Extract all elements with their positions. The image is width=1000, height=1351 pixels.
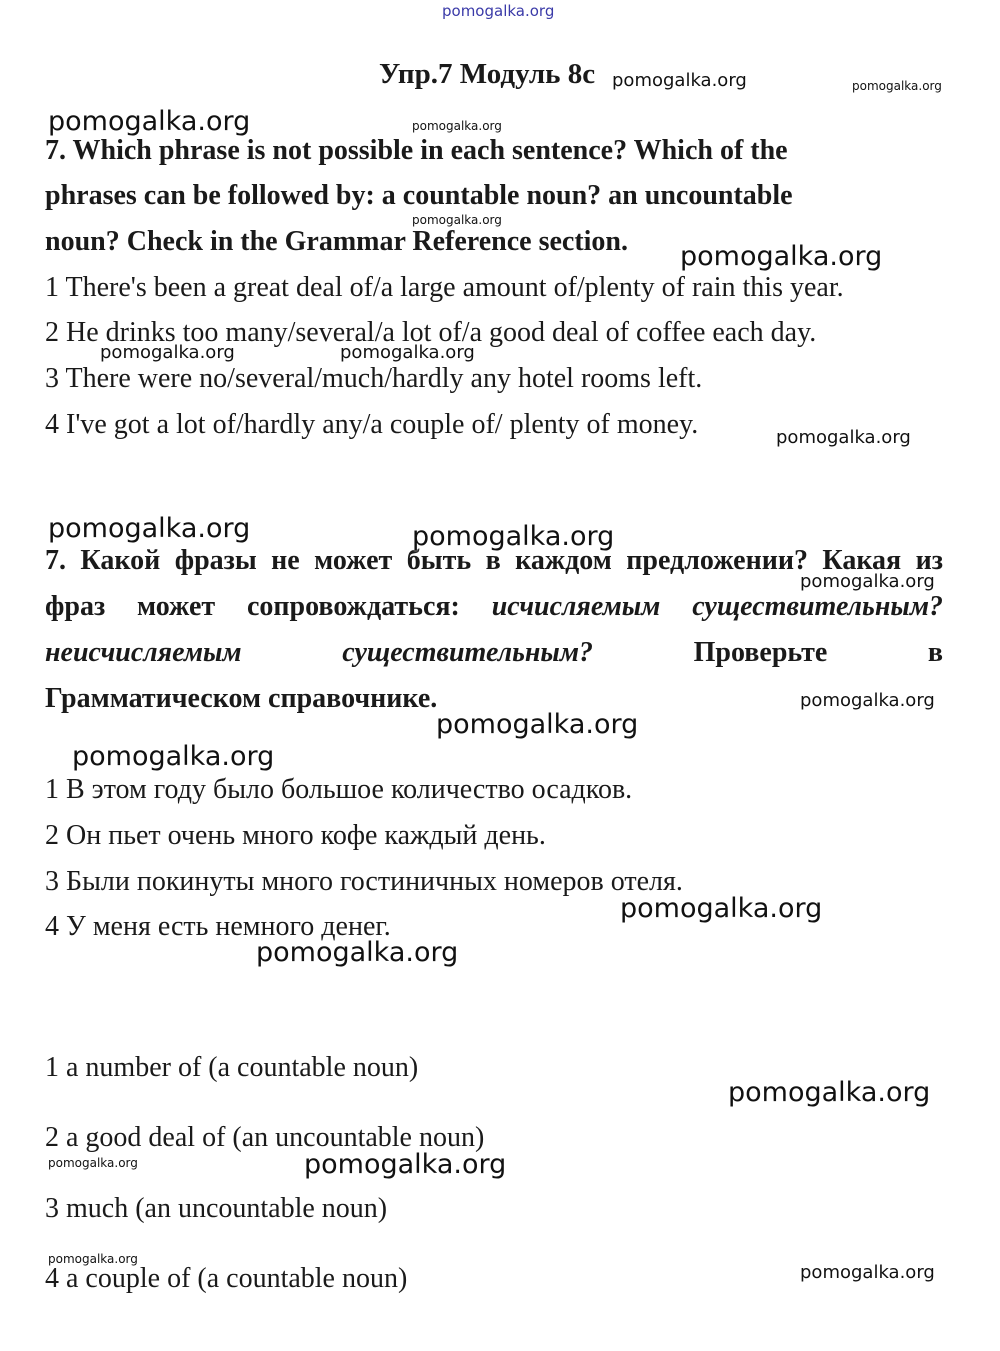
task-heading-en-line-3: noun? Check in the Grammar Reference section. — [45, 226, 628, 257]
watermark: pomogalka.org — [436, 709, 639, 740]
watermark: pomogalka.org — [800, 571, 935, 592]
sentence-en-3: 3 There were no/several/much/hardly any hotel rooms left. — [45, 363, 703, 394]
watermark: pomogalka.org — [48, 513, 251, 544]
task-heading-ru-line-2-bold: фраз может сопровождаться: — [45, 591, 460, 622]
answer-4: 4 a couple of (a countable noun) — [45, 1263, 408, 1294]
task-heading-ru-word-3: Проверьте — [693, 637, 828, 668]
site-watermark-top: pomogalka.org — [442, 2, 555, 20]
watermark: pomogalka.org — [412, 521, 615, 552]
watermark: pomogalka.org — [612, 70, 747, 91]
task-heading-ru-word-1: неисчисляемым — [45, 637, 242, 668]
watermark: pomogalka.org — [340, 342, 475, 363]
answer-2: 2 a good deal of (an uncountable noun) — [45, 1122, 485, 1153]
watermark: pomogalka.org — [620, 893, 823, 924]
watermark: pomogalka.org — [304, 1149, 507, 1180]
sentence-ru-3: 3 Были покинуты много гостиничных номеров отеля. — [45, 866, 683, 897]
watermark: pomogalka.org — [728, 1077, 931, 1108]
watermark: pomogalka.org — [48, 1252, 138, 1266]
sentence-ru-2: 2 Он пьет очень много кофе каждый день. — [45, 820, 546, 851]
sentence-ru-1: 1 В этом году было большое количество осадков. — [45, 774, 633, 805]
watermark: pomogalka.org — [48, 106, 251, 137]
watermark: pomogalka.org — [776, 427, 911, 448]
watermark: pomogalka.org — [100, 342, 235, 363]
watermark: pomogalka.org — [800, 690, 935, 711]
sentence-en-2: 2 He drinks too many/several/a lot of/a good deal of coffee each day. — [45, 317, 817, 348]
task-heading-ru-line-4: Грамматическом справочнике. — [45, 683, 438, 714]
task-heading-ru-line-1-text: 7. Какой фразы не может быть в каждом предложении? Какая из — [45, 545, 943, 576]
task-heading-ru-word-2: существительным? — [342, 637, 594, 668]
task-heading-ru-line-2 — [45, 591, 943, 623]
task-heading-ru-line-2-italic: исчисляемым существительным? — [491, 591, 943, 622]
watermark: pomogalka.org — [412, 119, 502, 133]
watermark: pomogalka.org — [852, 79, 942, 93]
watermark: pomogalka.org — [680, 241, 883, 272]
sentence-ru-4: 4 У меня есть немного денег. — [45, 911, 391, 942]
page-title: Упр.7 Модуль 8с — [379, 58, 596, 90]
watermark: pomogalka.org — [72, 741, 275, 772]
watermark: pomogalka.org — [412, 213, 502, 227]
task-heading-en-line-2: phrases can be followed by: a countable noun? an uncountable — [45, 180, 793, 211]
task-heading-ru-line-3 — [45, 637, 943, 669]
watermark: pomogalka.org — [48, 1156, 138, 1170]
watermark: pomogalka.org — [256, 937, 459, 968]
answer-1: 1 a number of (a countable noun) — [45, 1052, 419, 1083]
sentence-en-1: 1 There's been a great deal of/a large amount of/plenty of rain this year. — [45, 272, 844, 303]
answer-3: 3 much (an uncountable noun) — [45, 1193, 388, 1224]
task-heading-en-line-1: 7. Which phrase is not possible in each sentence? Which of the — [45, 135, 788, 166]
task-heading-ru-word-4: в — [927, 637, 944, 668]
watermark: pomogalka.org — [800, 1262, 935, 1283]
sentence-en-4: 4 I've got a lot of/hardly any/a couple of/ plenty of money. — [45, 409, 699, 440]
